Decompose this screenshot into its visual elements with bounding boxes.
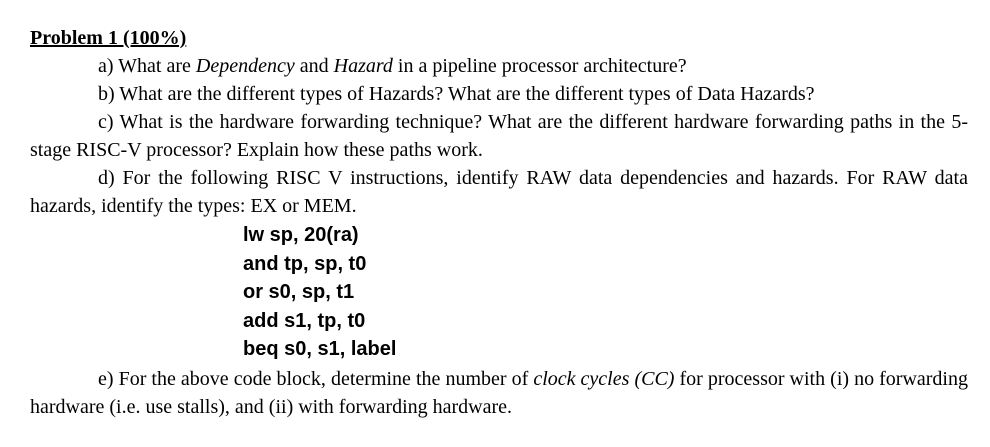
question-e-prefix: e) For the above code block, determine the number of bbox=[98, 367, 534, 390]
question-a-term-dependency: Dependency bbox=[195, 55, 295, 77]
problem-title: Problem 1 (100%) bbox=[30, 27, 187, 49]
question-d: d) For the following RISC V instructions, identify RAW data dependencies and hazards. For RAW data hazards, identify the types: EX or MEM. bbox=[30, 167, 968, 217]
code-line: and tp, sp, t0 bbox=[243, 252, 367, 275]
code-block bbox=[243, 221, 968, 364]
question-e bbox=[30, 365, 968, 421]
question-c: c) What is the hardware forwarding technique? What are the different hardware forwarding paths in the 5-stage RISC-V processor? Explain how these paths work. bbox=[30, 111, 968, 161]
problem-document bbox=[30, 24, 968, 421]
question-b: b) What are the different types of Hazards? What are the different types of Data Hazards? bbox=[98, 83, 815, 105]
question-e-term-clock-cycles: clock cycles (CC) bbox=[533, 367, 675, 390]
question-a-mid: and bbox=[294, 55, 334, 77]
question-a-prefix: a) What are bbox=[98, 55, 196, 77]
question-a-term-hazard: Hazard bbox=[333, 55, 393, 77]
code-line: beq s0, s1, label bbox=[243, 338, 397, 360]
question-a bbox=[30, 52, 968, 80]
code-line: add s1, tp, t0 bbox=[243, 309, 366, 332]
code-line: lw sp, 20(ra) bbox=[243, 224, 359, 246]
question-e-suffix: for processor with (i) no forwarding hardware (i.e. use stalls), and (ii) with forwarding hardware. bbox=[30, 367, 968, 418]
question-a-suffix: in a pipeline processor architecture? bbox=[392, 55, 687, 77]
code-line: or s0, sp, t1 bbox=[243, 281, 355, 303]
